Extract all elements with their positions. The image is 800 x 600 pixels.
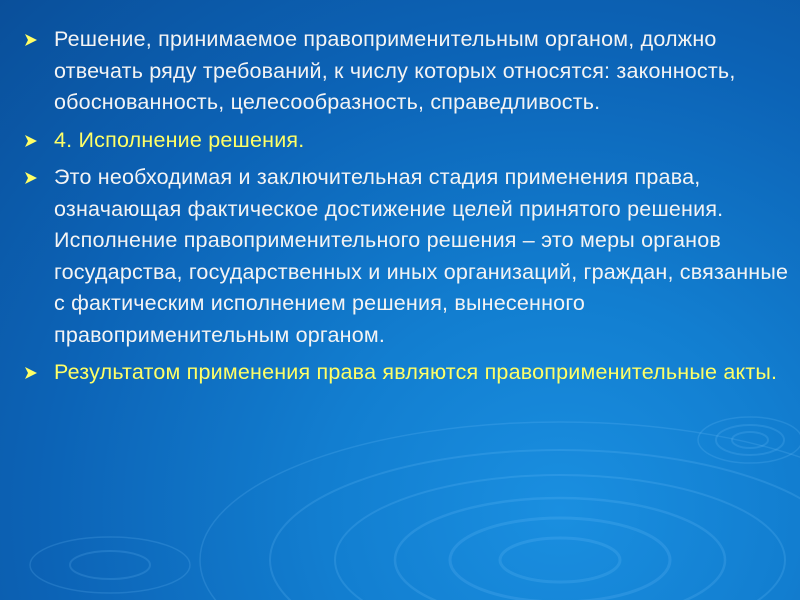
bullet-text: Результатом применения права являются правоприменительные акты. xyxy=(54,360,778,384)
bullet-list xyxy=(24,24,790,395)
yellow-arrow-bullet-icon xyxy=(24,134,38,148)
bullet-item xyxy=(24,24,790,119)
bullet-text: Решение, принимаемое правоприменительным органом, должно отвечать ряду требований, к числу которых относятся: законность, обоснованность, целесообразность, справедливость. xyxy=(54,27,736,114)
yellow-arrow-bullet-icon xyxy=(24,33,38,47)
bullet-text: Это необходимая и заключительная стадия применения права, означающая фактическое достижение целей принятого решения. Исполнение правоприменительного решения – это меры органов государства, государственных и иных организаций, граждан, связанные с фактическим исполнением решения, вынесенного правоприменительным органом. xyxy=(54,165,789,347)
bullet-item xyxy=(24,357,790,389)
yellow-arrow-bullet-icon xyxy=(24,171,38,185)
bullet-item xyxy=(24,125,790,157)
bullet-text: 4. Исполнение решения. xyxy=(54,127,305,152)
bullet-item xyxy=(24,162,790,351)
yellow-arrow-bullet-icon xyxy=(24,366,38,380)
